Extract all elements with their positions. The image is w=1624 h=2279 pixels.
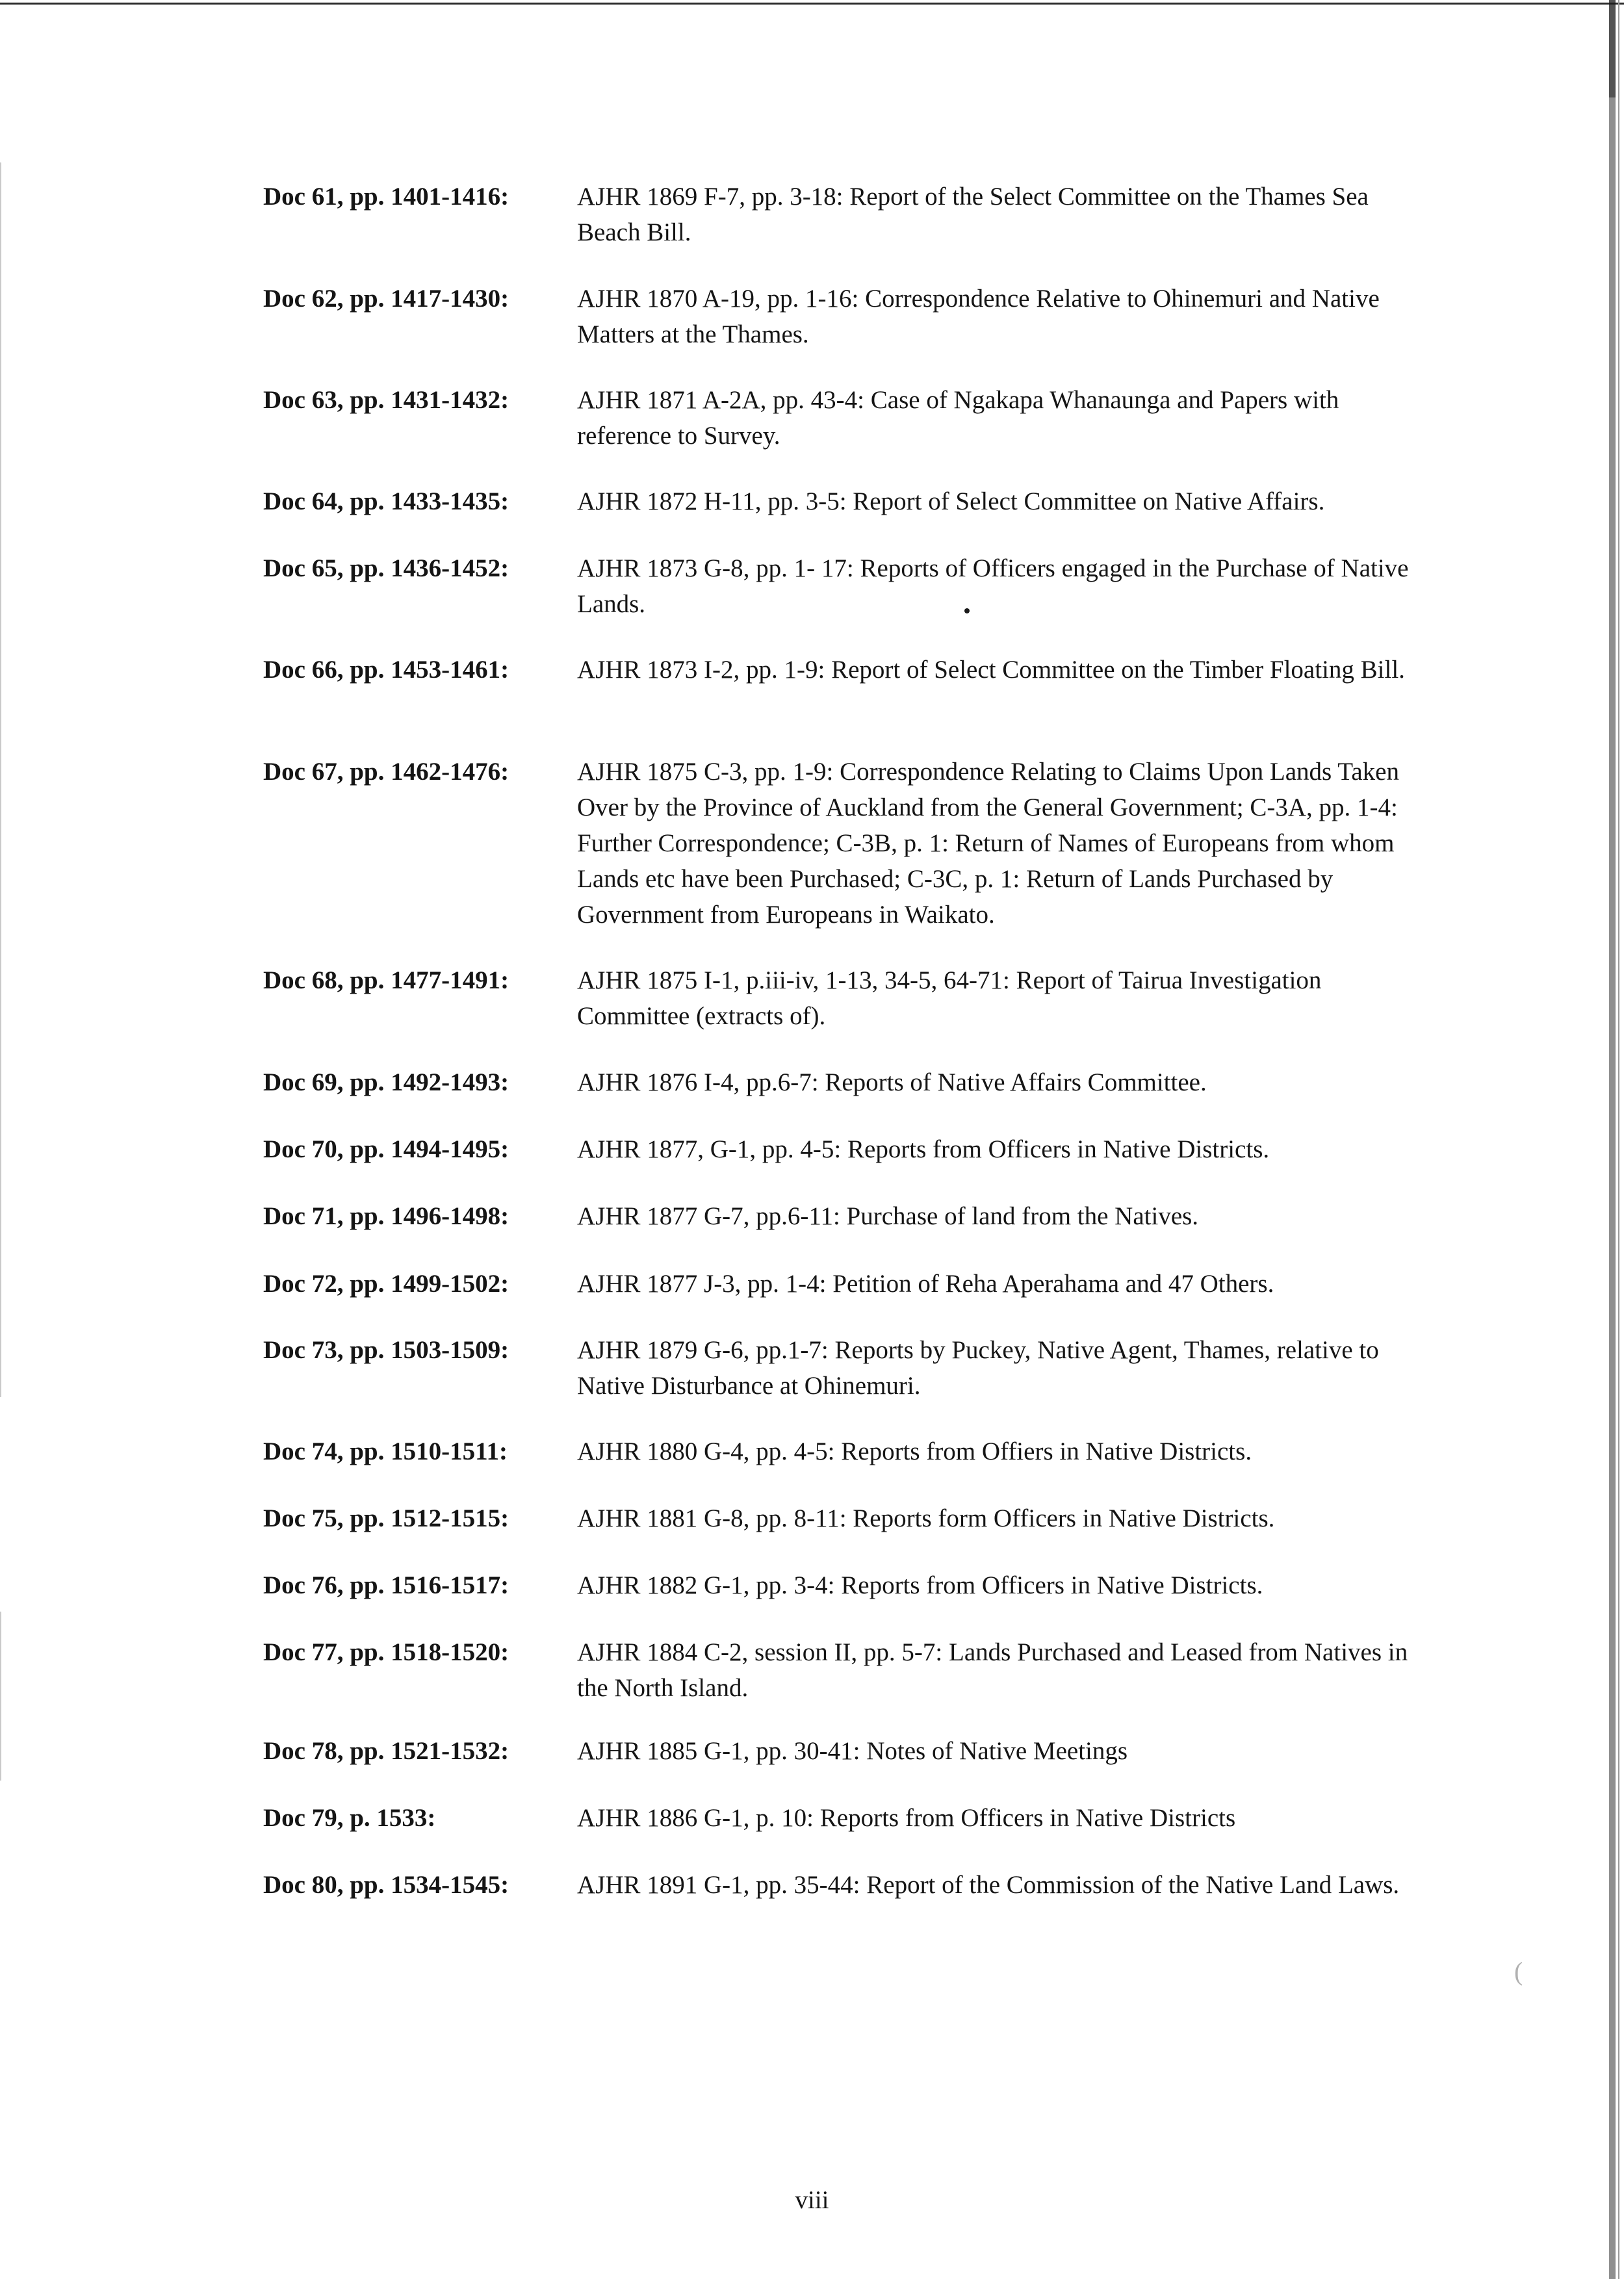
doc-reference: Doc 77, pp. 1518-1520:: [263, 1638, 509, 1666]
doc-description: AJHR 1891 G-1, pp. 35-44: Report of the Commission of the Native Land Laws.: [577, 1871, 1400, 1899]
doc-reference: Doc 65, pp. 1436-1452:: [263, 554, 509, 582]
doc-description: AJHR 1885 G-1, pp. 30-41: Notes of Native Meetings: [577, 1737, 1128, 1765]
doc-reference: Doc 66, pp. 1453-1461:: [263, 656, 509, 684]
doc-reference: Doc 78, pp. 1521-1532:: [263, 1737, 509, 1765]
left-scan-mark: [0, 1612, 1, 1781]
right-scan-edge: [1609, 0, 1616, 2279]
doc-reference: Doc 64, pp. 1433-1435:: [263, 487, 509, 515]
page-number: viii: [795, 2186, 829, 2214]
doc-description: AJHR 1873 G-8, pp. 1- 17: Reports of Officers engaged in the Purchase of Native Lands.: [577, 554, 1409, 618]
doc-description: AJHR 1881 G-8, pp. 8-11: Reports form Officers in Native Districts.: [577, 1504, 1275, 1532]
doc-reference: Doc 80, pp. 1534-1545:: [263, 1871, 509, 1899]
doc-description: AJHR 1875 C-3, pp. 1-9: Correspondence Relating to Claims Upon Lands Taken Over by the Province of Auckland from the General Government; C-3A, pp. 1-4: Further Correspondence; C-3B, p. 1: Return of Names of Europeans from whom Lands etc have been Purchased; C-3C, p. 1: Return of Lands Purchased by Government from Europeans in Waikato.: [577, 758, 1399, 929]
doc-reference: Doc 61, pp. 1401-1416:: [263, 183, 509, 211]
doc-description: AJHR 1877 G-7, pp.6-11: Purchase of land from the Natives.: [577, 1202, 1199, 1230]
doc-reference: Doc 72, pp. 1499-1502:: [263, 1270, 509, 1298]
doc-description: AJHR 1884 C-2, session II, pp. 5-7: Lands Purchased and Leased from Natives in the North Island.: [577, 1638, 1408, 1702]
left-scan-mark: [0, 162, 1, 1397]
right-scan-edge-line: [1618, 0, 1619, 2279]
doc-description: AJHR 1873 I-2, pp. 1-9: Report of Select Committee on the Timber Floating Bill.: [577, 656, 1405, 684]
doc-description: AJHR 1871 A-2A, pp. 43-4: Case of Ngakapa Whanaunga and Papers with reference to Survey.: [577, 386, 1339, 450]
doc-description: AJHR 1869 F-7, pp. 3-18: Report of the Select Committee on the Thames Sea Beach Bill.: [577, 183, 1369, 246]
doc-reference: Doc 70, pp. 1494-1495:: [263, 1135, 509, 1163]
top-scan-border: [0, 3, 1624, 5]
doc-reference: Doc 67, pp. 1462-1476:: [263, 758, 509, 786]
doc-description: AJHR 1876 I-4, pp.6-7: Reports of Native Affairs Committee.: [577, 1068, 1207, 1096]
doc-reference: Doc 76, pp. 1516-1517:: [263, 1571, 509, 1599]
doc-description: AJHR 1870 A-19, pp. 1-16: Correspondence Relative to Ohinemuri and Native Matters at the Thames.: [577, 285, 1380, 348]
doc-reference: Doc 71, pp. 1496-1498:: [263, 1202, 509, 1230]
doc-description: AJHR 1880 G-4, pp. 4-5: Reports from Offiers in Native Districts.: [577, 1437, 1252, 1465]
scan-mark: (: [1514, 1957, 1523, 1986]
doc-reference: Doc 68, pp. 1477-1491:: [263, 966, 509, 994]
doc-description: AJHR 1886 G-1, p. 10: Reports from Officers in Native Districts: [577, 1804, 1236, 1832]
doc-description: AJHR 1882 G-1, pp. 3-4: Reports from Officers in Native Districts.: [577, 1571, 1263, 1599]
doc-reference: Doc 69, pp. 1492-1493:: [263, 1068, 509, 1096]
doc-description: AJHR 1872 H-11, pp. 3-5: Report of Select Committee on Native Affairs.: [577, 487, 1325, 515]
doc-reference: Doc 75, pp. 1512-1515:: [263, 1504, 509, 1532]
doc-description: AJHR 1877 J-3, pp. 1-4: Petition of Reha Aperahama and 47 Others.: [577, 1270, 1274, 1298]
doc-reference: Doc 74, pp. 1510-1511:: [263, 1437, 508, 1465]
doc-description: AJHR 1875 I-1, p.iii-iv, 1-13, 34-5, 64-71: Report of Tairua Investigation Committee (extracts of).: [577, 966, 1322, 1030]
doc-description: AJHR 1879 G-6, pp.1-7: Reports by Puckey, Native Agent, Thames, relative to Native Disturbance at Ohinemuri.: [577, 1336, 1379, 1400]
doc-reference: Doc 62, pp. 1417-1430:: [263, 285, 509, 313]
doc-description: AJHR 1877, G-1, pp. 4-5: Reports from Officers in Native Districts.: [577, 1135, 1270, 1163]
doc-reference: Doc 79, p. 1533:: [263, 1804, 436, 1832]
doc-reference: Doc 73, pp. 1503-1509:: [263, 1336, 509, 1364]
doc-reference: Doc 63, pp. 1431-1432:: [263, 386, 509, 414]
